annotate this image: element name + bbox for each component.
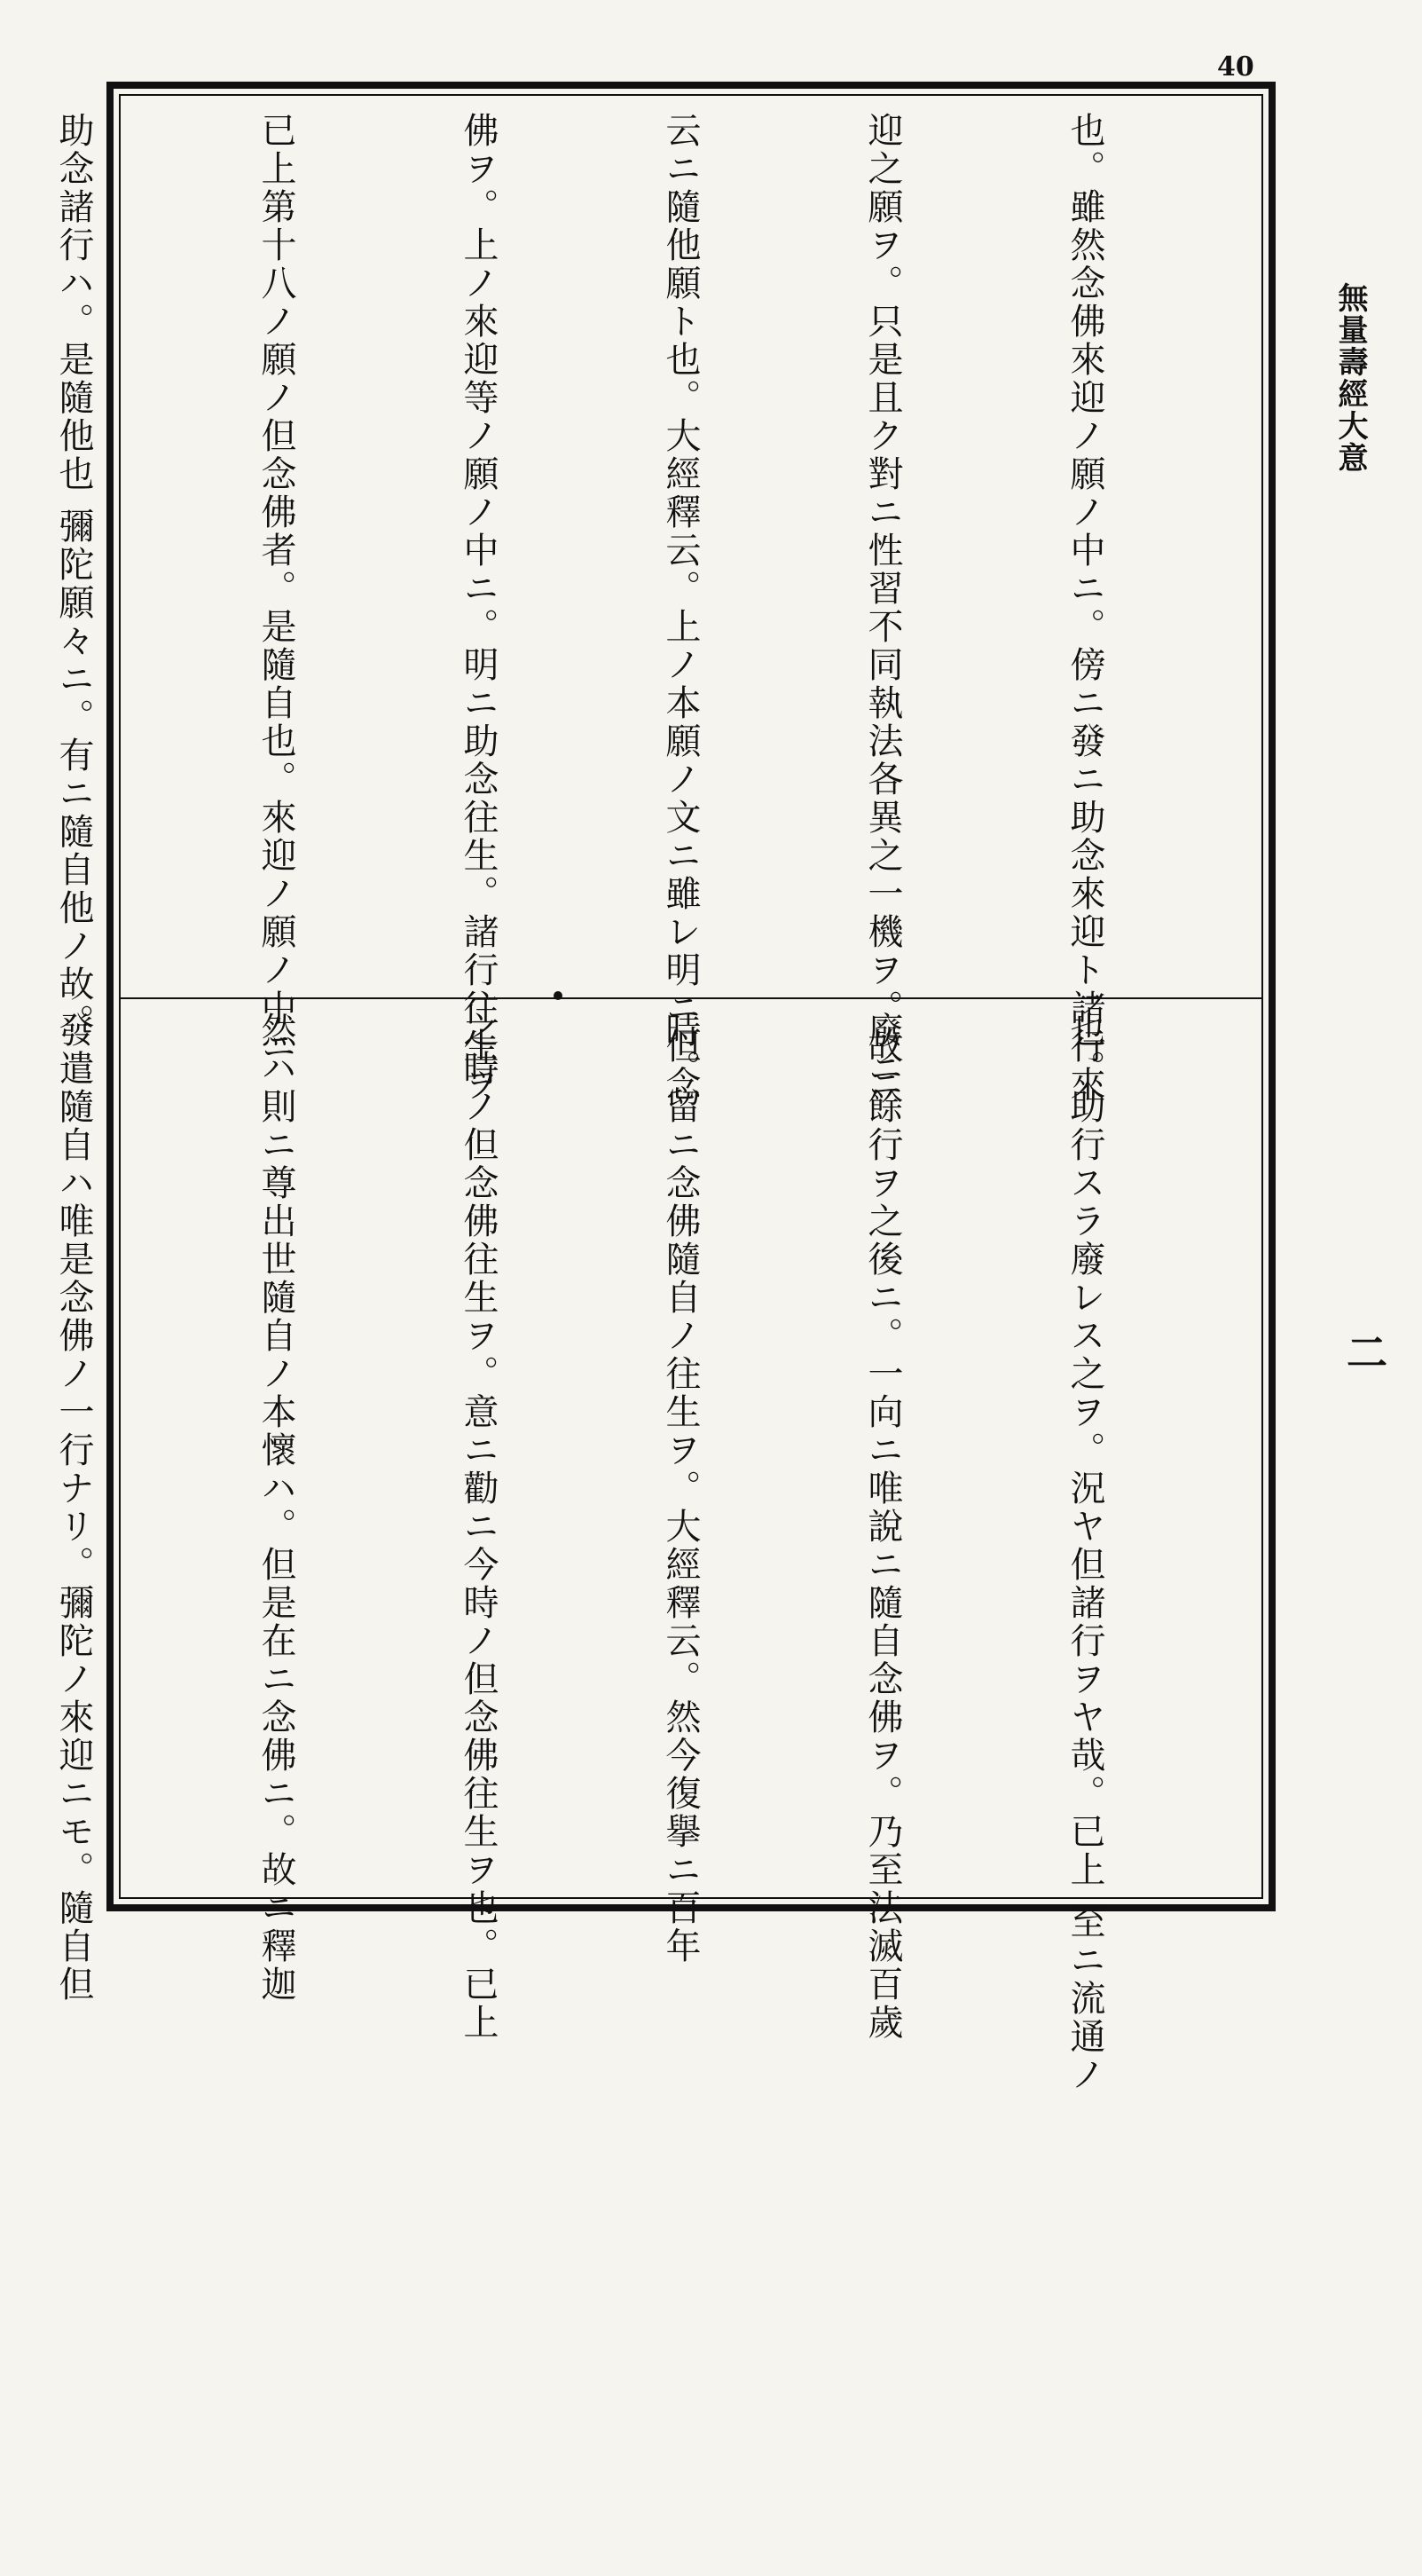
upper-column-2: 迎之願ヲ。只是且ク對ニ性習不同執法各異之一機ヲ。故ニ xyxy=(862,112,903,1104)
upper-column-3: 云ニ隨他願ト也。大經釋云。上ノ本願ノ文ニ雖レ明ニ但念 xyxy=(660,112,701,1104)
upper-column-5: 已上第十八ノ願ノ但念佛者。是隨自也。來迎ノ願ノ中ニ xyxy=(255,112,296,1066)
lower-column-4: 之時ノ但念佛往生ヲ。意ニ勸ニ今時ノ但念佛往生ヲ也。已上 xyxy=(458,1012,499,2042)
lower-column-1: 也。助行スラ廢レス之ヲ。況ヤ但諸行ヲヤ哉。已上 至ニ流通ノ xyxy=(1065,1012,1105,2094)
upper-text-block xyxy=(53,112,1253,1104)
upper-column-4: 佛ヲ。上ノ來迎等ノ願ノ中ニ。明ニ助念往生。諸行往生ヲ xyxy=(458,112,499,1104)
lower-column-3: 時。留ニ念佛隨自ノ往生ヲ。大經釋云。然今復擧ニ百年 xyxy=(660,1012,701,1965)
running-title: 無量壽經大意 xyxy=(1332,282,1368,474)
divider-dot xyxy=(554,991,562,1000)
page-number: 40 xyxy=(1217,51,1254,83)
upper-column-6: 助念諸行ハ。是隨他也 彌陀願々ニ。有ニ隨自他ノ故。 xyxy=(53,112,94,1042)
lower-column-6: 發遣隨自ハ唯是念佛ノ一行ナリ。彌陀ノ來迎ニモ。隨自但 xyxy=(53,1012,94,2004)
upper-column-1: 也。雖然念佛來迎ノ願ノ中ニ。傍ニ發ニ助念來迎ト諸行來 xyxy=(1065,112,1105,1104)
leaf-number: 二 xyxy=(1340,1331,1388,1372)
lower-column-5: 然ハ則ニ尊出世隨自ノ本懷ハ。但是在ニ念佛ニ。故ニ釋迦 xyxy=(255,1012,296,2004)
lower-text-block xyxy=(53,1012,1253,2094)
lower-column-2: 廢ニ餘行ヲ之後ニ。一向ニ唯說ニ隨自念佛ヲ。乃至法滅百歲 xyxy=(862,1012,903,2042)
